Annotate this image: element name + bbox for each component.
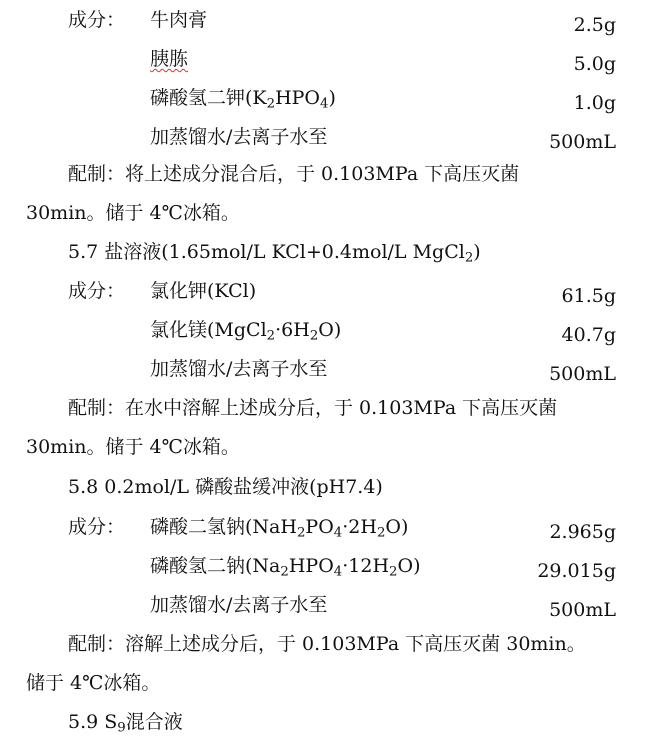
ingredient-amount: 5.0g bbox=[573, 53, 616, 75]
preparation-text: 配制：溶解上述成分后，于 0.103MPa 下高压灭菌 30min。 bbox=[68, 633, 586, 655]
ingredient-amount: 2.965g bbox=[549, 521, 616, 543]
section-heading: 5.7 盐溶液(1.65mol/L KCl+0.4mol/L MgCl$_2$) bbox=[68, 241, 481, 266]
ingredient-amount: 500mL bbox=[549, 131, 616, 153]
ingredient-name: 磷酸氢二钾$(K_2HPO_4)$ bbox=[150, 87, 336, 112]
ingredient-name: 胰胨 bbox=[150, 48, 189, 70]
ingredient-name: 加蒸馏水/去离子水至 bbox=[150, 594, 328, 616]
ingredient-amount: 500mL bbox=[549, 363, 616, 385]
ingredient-name: 牛肉膏 bbox=[150, 9, 208, 31]
components-label: 成分： bbox=[68, 280, 126, 302]
preparation-text: 配制：将上述成分混合后，于 0.103MPa 下高压灭菌 bbox=[68, 163, 520, 185]
ingredient-name: 氯化钾(KCl) bbox=[150, 280, 257, 302]
ingredient-amount: 61.5g bbox=[561, 285, 616, 307]
components-label: 成分： bbox=[68, 9, 126, 31]
preparation-text: 配制：在水中溶解上述成分后，于 0.103MPa 下高压灭菌 bbox=[68, 397, 558, 419]
ingredient-name: 磷酸氢二钠$(Na_2HPO_4\cdot 12H_2O)$ bbox=[150, 555, 421, 580]
ingredient-amount: 500mL bbox=[549, 599, 616, 621]
ingredient-name: 磷酸二氢钠$(NaH_2PO_4\cdot 2H_2O)$ bbox=[150, 516, 409, 541]
ingredient-name: 加蒸馏水/去离子水至 bbox=[150, 126, 328, 148]
preparation-text: 30min。储于 4℃冰箱。 bbox=[26, 436, 240, 458]
ingredient-amount: 1.0g bbox=[573, 92, 616, 114]
ingredient-amount: 2.5g bbox=[573, 14, 616, 36]
ingredient-name: 加蒸馏水/去离子水至 bbox=[150, 358, 328, 380]
preparation-text: 储于 4℃冰箱。 bbox=[26, 672, 161, 694]
ingredient-amount: 29.015g bbox=[537, 560, 616, 582]
ingredient-amount: 40.7g bbox=[561, 324, 616, 346]
section-heading: 5.8 0.2mol/L 磷酸盐缓冲液(pH7.4) bbox=[68, 476, 383, 498]
ingredient-name: 氯化镁$(MgCl_2\cdot 6H_2O)$ bbox=[150, 319, 342, 344]
section-heading: 5.9 $S_9$混合液 bbox=[68, 711, 183, 736]
preparation-text: 30min。储于 4℃冰箱。 bbox=[26, 202, 240, 224]
components-label: 成分： bbox=[68, 516, 126, 538]
